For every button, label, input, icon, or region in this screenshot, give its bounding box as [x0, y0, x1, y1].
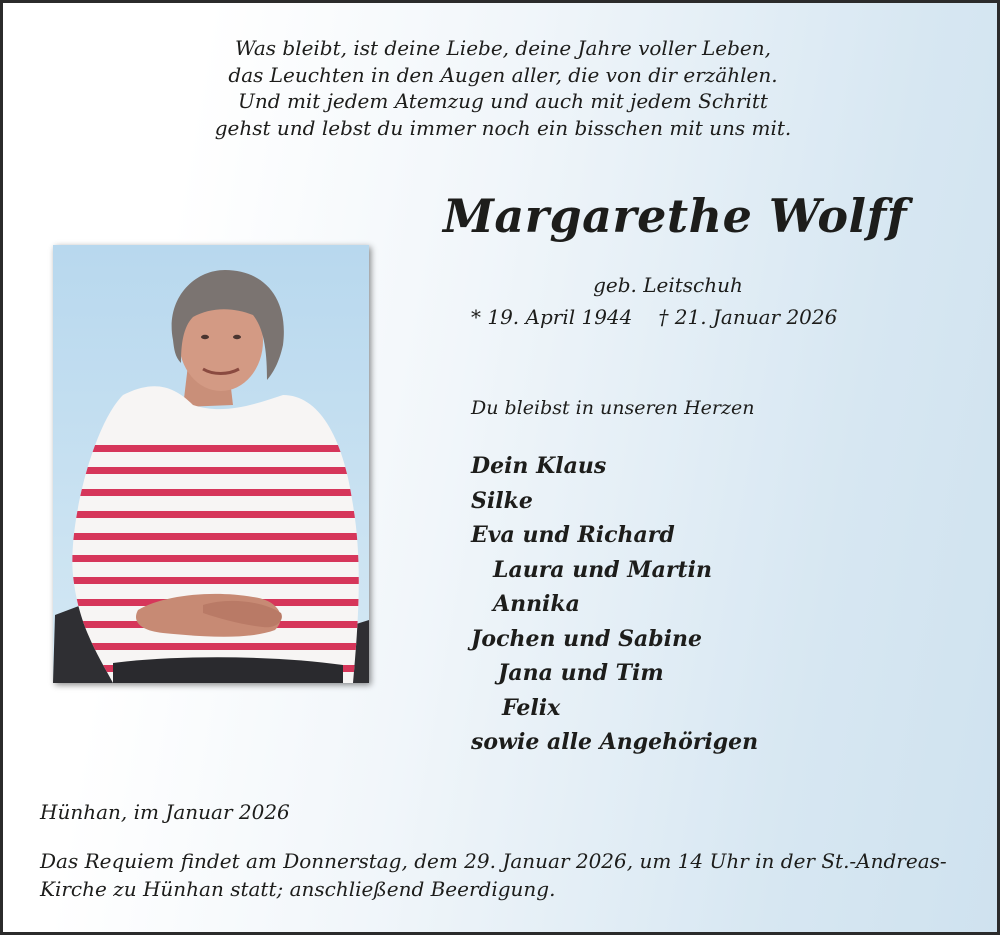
born-name: geb. Leitschuh: [593, 273, 743, 297]
birth-date: * 19. April 1944: [471, 305, 633, 329]
notice-line: Kirche zu Hünhan statt; anschließend Beerdigung.: [40, 877, 556, 901]
funeral-notice: [40, 847, 980, 903]
mourner: Laura und Martin: [493, 556, 712, 583]
mourner: Dein Klaus: [471, 453, 607, 479]
life-dates: [471, 305, 891, 329]
mourner: Annika: [493, 591, 580, 617]
mourner: Eva und Richard: [471, 522, 675, 548]
mourner: sowie alle Angehörigen: [471, 729, 759, 755]
poem-line: das Leuchten in den Augen aller, die von dir erzählen.: [228, 62, 778, 87]
place-date: Hünhan, im Januar 2026: [40, 800, 290, 824]
mourners-list: [471, 449, 758, 760]
mourner: Jana und Tim: [498, 660, 664, 686]
poem: [3, 35, 1000, 141]
deceased-name: Margarethe Wolff: [443, 189, 908, 243]
mourner: Silke: [471, 487, 533, 514]
mourner: Felix: [502, 694, 561, 721]
portrait-photo: [53, 245, 369, 683]
poem-line: Und mit jedem Atemzug und auch mit jedem Schritt: [238, 89, 768, 113]
poem-line: gehst und lebst du immer noch ein bisschen mit uns mit.: [214, 115, 792, 140]
motto: Du bleibst in unseren Herzen: [471, 397, 755, 419]
mourner: Jochen und Sabine: [471, 625, 703, 652]
poem-line: Was bleibt, ist deine Liebe, deine Jahre voller Leben,: [235, 36, 771, 60]
notice-line: Das Requiem findet am Donnerstag, dem 29. Januar 2026, um 14 Uhr in der St.-Andreas-: [40, 849, 947, 873]
death-date: † 21. Januar 2026: [658, 305, 838, 329]
